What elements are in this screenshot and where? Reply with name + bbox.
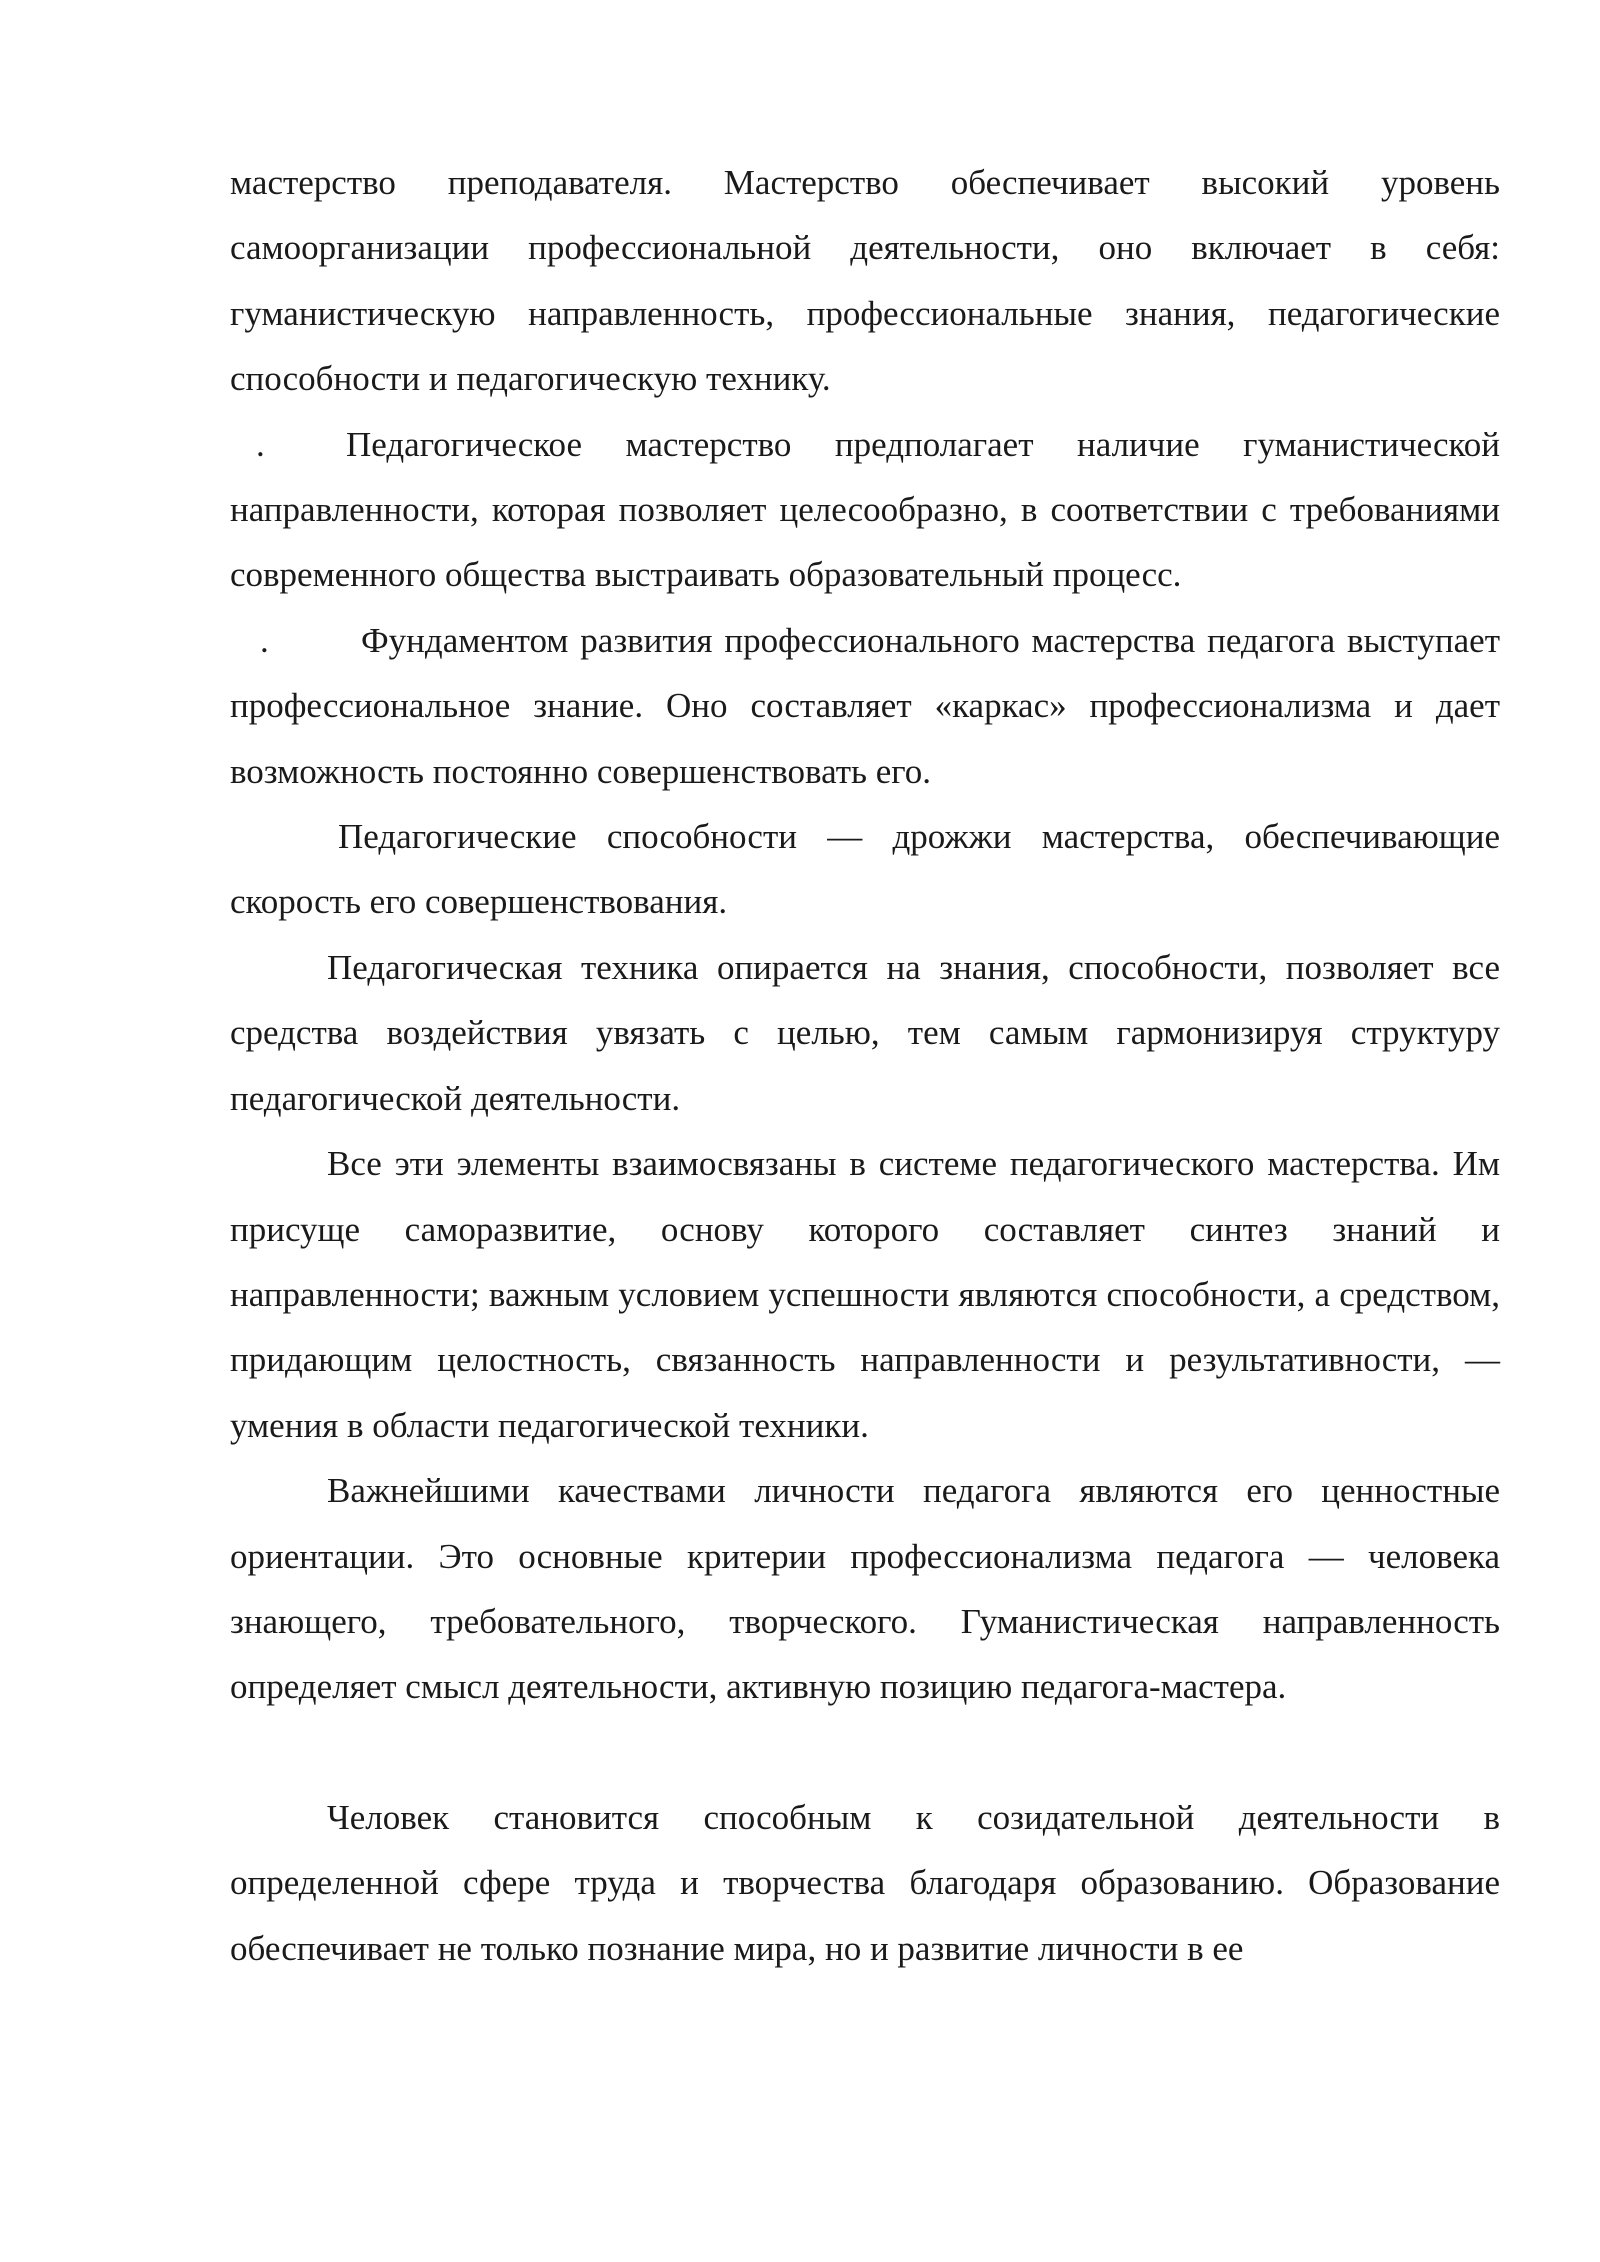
paragraph xyxy=(230,608,1500,804)
paragraph-text: Педагогическое мастерство предполагает наличие гуманистической направленности, которая позволяет целесообразно, в соответствии с требованиями современного общества выстраивать образовательный процесс. xyxy=(230,424,1500,595)
body-text xyxy=(230,150,1500,1981)
paragraph-marker: . xyxy=(256,424,265,464)
paragraph: мастерство преподавателя. Мастерство обеспечивает высокий уровень самоорганизации профессиональной деятельности, оно включает в себя: гуманистическую направленность, профессиональные знания, педагогические способности и педагогическую технику. xyxy=(230,163,1500,399)
paragraph: Педагогическая техника опирается на знания, способности, позволяет все средства воздействия увязать с целью, тем самым гармонизируя структуру педагогической деятельности. xyxy=(230,947,1500,1118)
paragraph: Педагогические способности — дрожжи мастерства, обеспечивающие скорость его совершенствования. xyxy=(230,817,1500,922)
paragraph: Все эти элементы взаимосвязаны в системе педагогического мастерства. Им присуще саморазвитие, основу которого составляет синтез знаний и направленности; важным условием успешности являются способности, а средством, придающим целостность, связанность направленности и результативности, — умения в области педагогической техники. xyxy=(230,1144,1500,1445)
paragraph-text: Фундаментом развития профессионального мастерства педагога выступает профессиональное знание. Оно составляет «каркас» профессионализма и дает возможность постоянно совершенствовать его. xyxy=(230,620,1500,791)
paragraph: Человек становится способным к созидательной деятельности в определенной сфере труда и творчества благодаря образованию. Образование обеспечивает не только познание мира, но и развитие личности в ее xyxy=(230,1797,1500,1968)
paragraph xyxy=(230,412,1500,608)
paragraph: Важнейшими качествами личности педагога являются его ценностные ориентации. Это основные критерии профессионализма педагога — человека знающего, требовательного, творческого. Гуманистическая направленность определяет смысл деятельности, активную позицию педагога-мастера. xyxy=(230,1471,1500,1707)
paragraph-marker: . xyxy=(260,620,269,660)
